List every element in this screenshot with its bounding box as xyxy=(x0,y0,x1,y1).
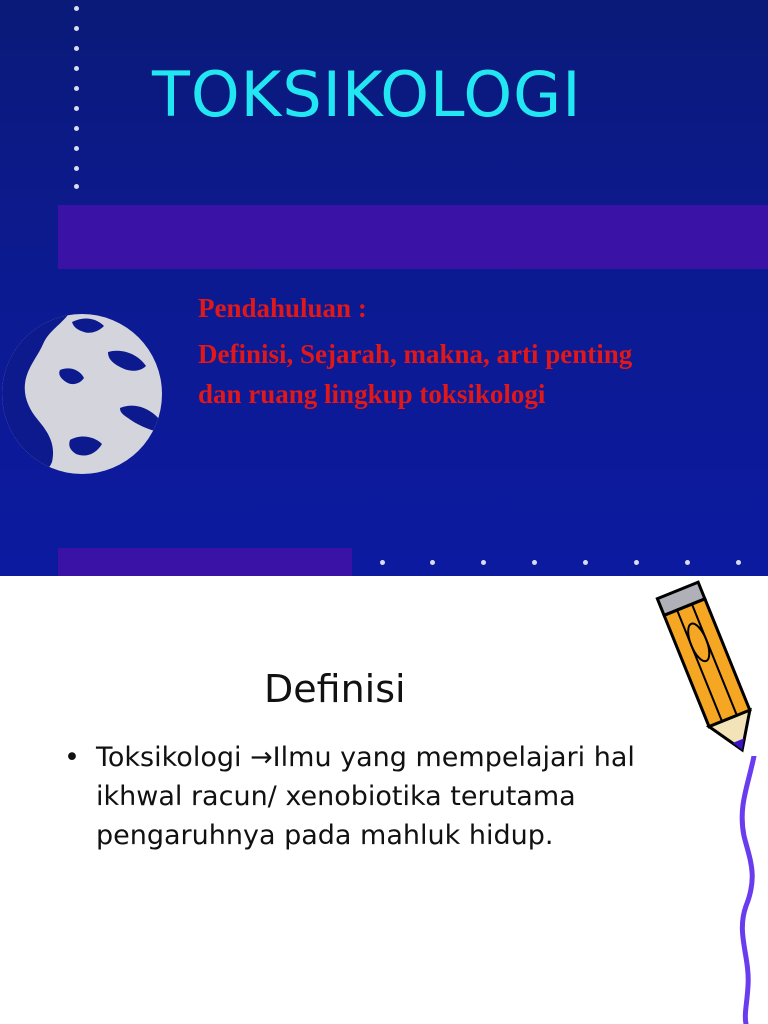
slide-1-body-text: Definisi, Sejarah, makna, arti penting dan ruang lingkup toksikologi xyxy=(198,339,633,409)
decorative-band-top xyxy=(58,205,768,269)
slide-2 xyxy=(0,576,768,1024)
squiggle-line xyxy=(720,756,768,1024)
decorative-band-bottom xyxy=(58,548,352,576)
bullet-symbol: • xyxy=(64,742,80,773)
slide-1-intro: Pendahuluan : xyxy=(198,293,367,323)
vertical-dot-decoration xyxy=(74,6,80,196)
bullet-text: Toksikologi →Ilmu yang mempelajari hal ikhwal racun/ xenobiotika terutama pengaruhnya pada mahluk hidup. xyxy=(96,742,635,851)
horizontal-dot-decoration xyxy=(380,560,760,568)
bullet-item xyxy=(64,738,694,855)
globe-icon xyxy=(0,312,170,477)
slide-2-title: Definisi xyxy=(264,667,406,711)
slide-1-title: TOKSIKOLOGI xyxy=(152,58,582,131)
slide-1-body xyxy=(198,288,668,414)
